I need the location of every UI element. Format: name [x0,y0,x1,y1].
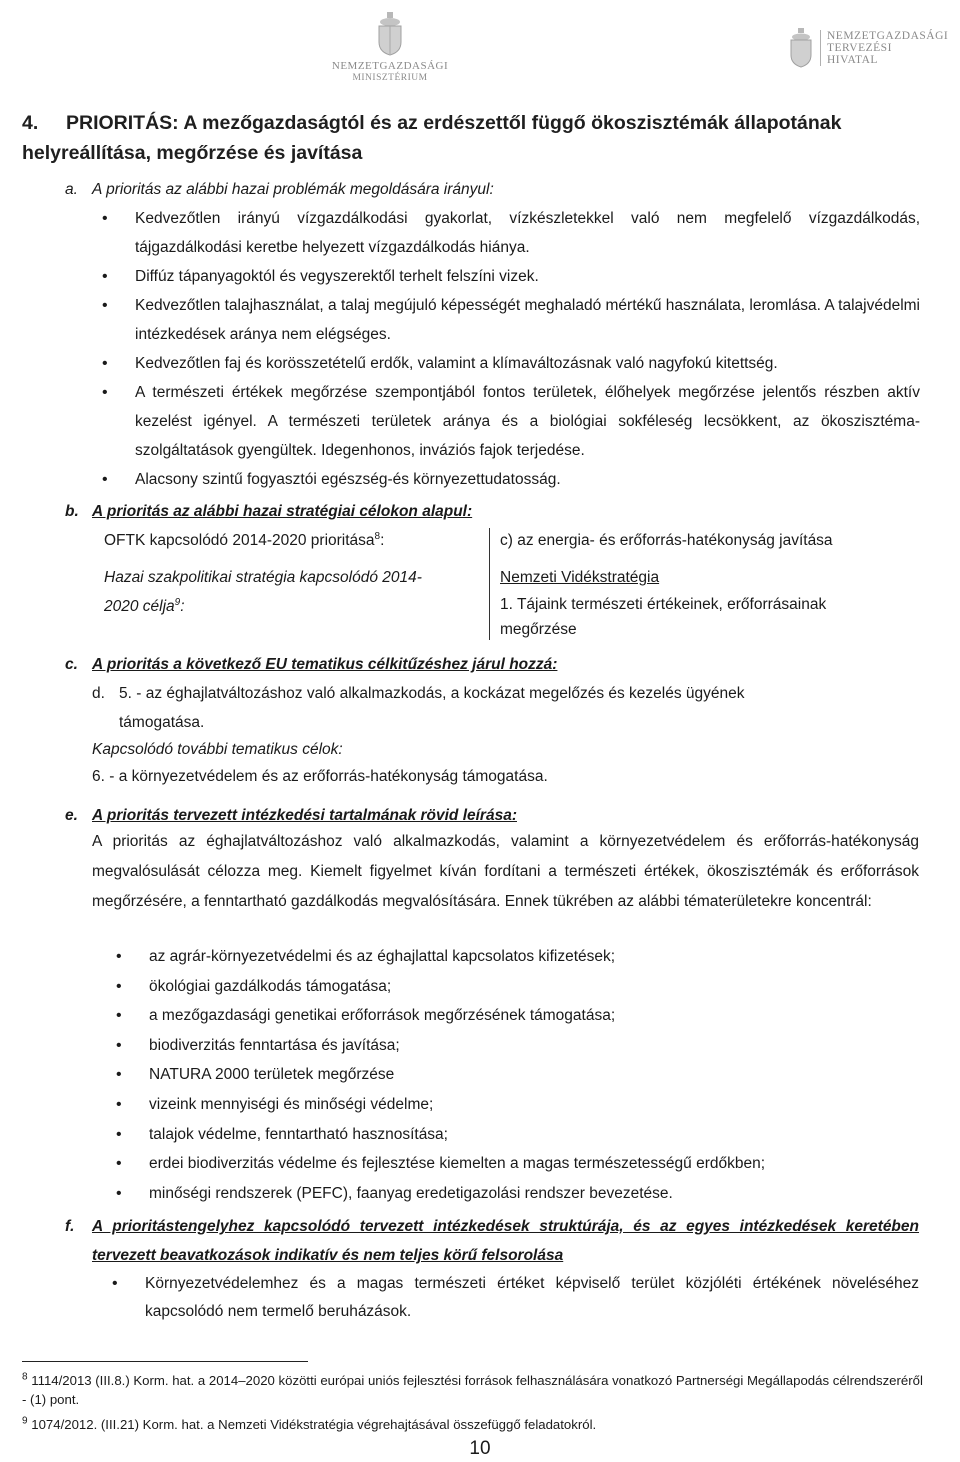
list-item: • Kedvezőtlen irányú vízgazdálkodási gyakorlat, vízkészletekkel való nem megfelelő vízgazdálkodás, tájgazdálkodási keretbe helyezett vízgazdálkodás hiánya. [135,204,920,262]
list-item: • Alacsony szintű fogyasztói egészség-és környezettudatosság. [135,465,920,494]
list-item: • Diffúz tápanyagoktól és vegyszerektől terhelt felszíni vizek. [135,262,920,291]
strategy-row-2-label-2 [104,592,185,621]
strategy-title: Nemzeti Vidékstratégia [500,569,660,586]
list-item: • a mezőgazdasági genetikai erőforrások megőrzésének támogatása; [149,1001,919,1031]
section-a-label: a. [65,181,78,198]
list-item: • minőségi rendszerek (PEFC), faanyag eredetigazolási rendszer bevezetése. [149,1179,919,1209]
list-item: • talajok védelme, fenntartható hasznosítása; [149,1120,919,1150]
list-item: • ökológiai gazdálkodás támogatása; [149,972,919,1002]
page-title [22,108,922,168]
related-goals-title: Kapcsolódó további tematikus célok: [92,741,343,758]
oftk-label: OFTK kapcsolódó 2014-2020 prioritása [104,532,375,549]
section-a-title: A prioritás az alábbi hazai problémák megoldására irányul: [92,181,494,198]
strategy-goal-2: megőrzése [500,621,577,638]
section-f-letter: f. [65,1218,75,1235]
list-item: • biodiverzitás fenntartása és javítása; [149,1031,919,1061]
section-a-heading [65,175,494,204]
section-e-list [149,942,919,1208]
list-item: • Kedvezőtlen talajhasználat, a talaj megújuló képességét meghaladó mértékű használata, leromlása. A talajvédelmi intézkedések aránya nem elégséges. [135,291,920,349]
logo-left-line-2: MINISZTÉRIUM [352,73,428,83]
section-b-heading [65,497,472,526]
strategy-goal-1: 1. Tájaink természeti értékeinek, erőforrásainak [500,596,827,613]
footnote-8-num: 8 [22,1371,28,1383]
section-c-title: A prioritás a következő EU tematikus célkitűzéshez járul hozzá: [92,656,558,673]
list-item: • vizeink mennyiségi és minőségi védelme; [149,1090,919,1120]
footnote-ref-9: 9 [174,596,181,608]
coat-of-arms-icon [788,28,814,68]
logo-planning-office [788,28,948,68]
list-item: • Környezetvédelemhez és a magas természeti értéket képviselő terület közjóléti értékének növeléséhez kapcsolódó nem termelő beruházások. [145,1270,919,1326]
section-a-list [135,204,920,494]
logo-left-line-1: NEMZETGAZDASÁGI [331,60,449,72]
footnote-8 [22,1371,927,1409]
list-item: • A természeti értékek megőrzése szempontjából fontos területek, élőhelyek megőrzése jelentős részben aktív kezelést igényel. A természeti területek aránya és a biológiai sokféleség lecsökkent, az ökoszisztéma-szolgáltatások gyengültek. Idegenhonos, inváziós fajok terjedése. [135,378,920,465]
logo-right-line-2: TERVEZÉSI [827,42,892,54]
footnote-separator [22,1361,308,1362]
strategy-goal-colon: : [180,598,185,615]
footnote-9 [22,1415,927,1434]
section-e-title: A prioritás tervezett intézkedési tartalmának rövid leírása: [92,807,517,824]
section-f-label [65,1212,74,1241]
section-c-label: c. [65,656,78,673]
section-f-title: A prioritástengelyhez kapcsolódó tervezett intézkedések struktúrája, és az egyes intézkedések keretében tervezett beavatkozások indikatív és nem teljes körű felsorolása [92,1218,919,1264]
list-item: • az agrár-környezetvédelmi és az éghajlattal kapcsolatos kifizetések; [149,942,919,972]
list-item: • erdei biodiverzitás védelme és fejlesztése kiemelten a magas természetességű erdőkben; [149,1149,919,1179]
page-number: 10 [469,1438,491,1459]
strategy-goal-label: 2020 célja [104,598,175,615]
strategy-row-1-value: c) az energia- és erőforrás-hatékonyság javítása [500,532,833,549]
footnote-9-text: 1074/2012. (III.21) Korm. hat. a Nemzeti Vidékstratégia végrehajtásával összefüggő feladatokról. [31,1417,597,1432]
logo-ministry [331,12,449,84]
section-c-d-label: d. [92,685,105,702]
coat-of-arms-icon [375,12,405,56]
footnote-8-text: 1114/2013 (III.8.) Korm. hat. a 2014–2020 közötti európai uniós fejlesztési források felhasználására vonatkozó Partnerségi Megállapodás célrendszeréről - (1) pont. [22,1373,923,1407]
footnote-9-num: 9 [22,1415,28,1427]
section-e-label: e. [65,807,78,824]
oftk-colon: : [380,532,385,549]
section-e-paragraph: A prioritás az éghajlatváltozáshoz való alkalmazkodás, valamint a környezetvédelem és erőforrás-hatékonyság megvalósulását célozza meg. Kiemelt figyelmet kíván fordítani a természeti értékek, ökoszisztémák és erőforrások megőrzésére, a fenntartható gazdálkodás megvalósítására. Ennek tükrében az alábbi tématerületekre koncentrál: [92,833,919,910]
table-divider [489,528,490,640]
logo-right-line-3: HIVATAL [827,54,878,66]
strategy-row-1-label [104,526,384,555]
strategy-row-2-label-1: Hazai szakpolitikai stratégia kapcsolódó 2014- [104,569,422,586]
section-f-list [145,1270,919,1326]
section-e-heading [65,801,517,830]
list-item: • NATURA 2000 területek megőrzése [149,1060,919,1090]
thematic-goal-line-2: támogatása. [119,714,205,731]
section-c-heading [65,650,557,679]
section-b-title: A prioritás az alábbi hazai stratégiai célokon alapul: [92,503,473,520]
related-goal-item: 6. - a környezetvédelem és az erőforrás-hatékonyság támogatása. [92,768,548,785]
logo-right-line-1: NEMZETGAZDASÁGI [827,30,949,42]
thematic-goal-line-1: 5. - az éghajlatváltozáshoz való alkalmazkodás, a kockázat megelőzés és kezelés ügyének [119,685,745,702]
heading-text: PRIORITÁS: A mezőgazdaságtól és az erdészettől függő ökoszisztémák állapotának helyreállítása, megőrzése és javítása [22,112,842,164]
section-b-label: b. [65,503,79,520]
footnote-ref-8: 8 [374,530,381,542]
list-item: • Kedvezőtlen faj és korösszetételű erdők, valamint a klímaváltozásnak való nagyfokú kitettség. [135,349,920,378]
heading-number: 4. [22,112,39,134]
